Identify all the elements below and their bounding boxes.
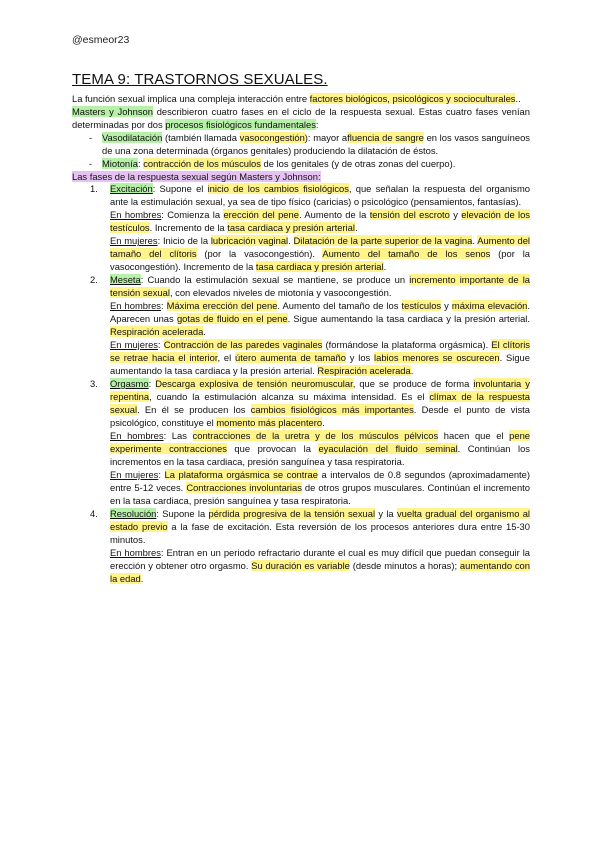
text: . bbox=[203, 326, 206, 338]
text: y la bbox=[375, 507, 397, 519]
phase-orgasmo bbox=[72, 378, 530, 508]
text: : bbox=[158, 468, 165, 480]
highlight: contracciones de la uretra y de los músculos pélvicos bbox=[192, 429, 439, 441]
text: y bbox=[441, 300, 452, 312]
highlight-green: Vasodilatación bbox=[102, 131, 163, 143]
highlight: Contracciones involuntarias bbox=[186, 481, 302, 493]
list-number: 1. bbox=[90, 183, 98, 195]
author-handle: @esmeor23 bbox=[72, 34, 130, 46]
text: , que se produce de forma bbox=[352, 378, 474, 389]
text: : bbox=[148, 378, 156, 389]
document-body bbox=[72, 70, 530, 586]
highlight: útero aumenta de tamaño bbox=[234, 352, 346, 364]
highlight: lubricación vaginal bbox=[210, 235, 289, 247]
phase-name: Orgasmo bbox=[110, 378, 149, 389]
text: . Aumento de la bbox=[298, 209, 370, 221]
highlight: labios menores se oscurecen bbox=[374, 352, 500, 364]
highlight: erección del pene bbox=[223, 209, 299, 221]
phases-heading bbox=[72, 171, 530, 184]
text: a intervalos de 0.8 segundos (aproximadamente) entre 5-12 veces. bbox=[110, 468, 531, 493]
text: . Aumento del tamaño de los bbox=[277, 300, 402, 312]
text: de los genitales (y de otras zonas del cuerpo). bbox=[260, 157, 456, 169]
phase-description bbox=[110, 378, 530, 430]
women-label: En mujeres bbox=[110, 468, 159, 480]
text: . bbox=[322, 416, 325, 428]
text: y los bbox=[345, 352, 375, 364]
women-paragraph bbox=[110, 235, 530, 274]
highlight: gotas de fluido en el pene bbox=[176, 313, 288, 325]
text: , con elevados niveles de miotonía y vasocongestión. bbox=[169, 287, 392, 299]
highlight: involuntaria y repentina bbox=[110, 378, 530, 402]
text: . bbox=[472, 235, 478, 247]
highlight: incremento importante de la tensión sexual bbox=[110, 274, 530, 299]
phases-list bbox=[72, 183, 530, 585]
text: .. bbox=[515, 92, 521, 104]
process-list bbox=[72, 132, 530, 171]
text: . bbox=[140, 572, 144, 584]
phase-description bbox=[110, 183, 530, 209]
text: . bbox=[410, 365, 414, 377]
text: . Sigue aumentando la tasa cardiaca y la presión arterial. bbox=[287, 313, 530, 325]
highlight: eyaculación del fluido seminal bbox=[318, 442, 458, 454]
women-label: En mujeres bbox=[110, 235, 158, 247]
phase-name: Meseta bbox=[110, 274, 141, 286]
text: : Inicio de la bbox=[157, 235, 211, 247]
list-number: 2. bbox=[90, 274, 98, 286]
women-paragraph bbox=[110, 339, 530, 378]
bullet-dash: - bbox=[89, 131, 93, 143]
page-title: TEMA 9: TRASTORNOS SEXUALES. bbox=[72, 71, 328, 88]
text: : Supone la bbox=[156, 507, 209, 519]
highlight: aumentando con la edad bbox=[110, 559, 530, 584]
men-label: En hombres bbox=[110, 546, 161, 558]
men-paragraph bbox=[110, 430, 530, 469]
highlight-green: Miotonía bbox=[102, 157, 138, 169]
men-label: En hombres bbox=[110, 209, 162, 221]
highlight: clímax de la respuesta sexual bbox=[110, 390, 531, 415]
phase-description bbox=[110, 274, 530, 300]
text: y bbox=[449, 209, 462, 221]
highlight: contracción de los músculos bbox=[143, 157, 261, 169]
phase-meseta bbox=[72, 274, 530, 378]
text: . Sigue aumentando la tasa cardiaca y la presión arterial. bbox=[110, 352, 530, 377]
text: , que señalan la respuesta del organismo ante la estimulación sexual, ya sea de tipo físico (caricias) o psicológico (pensamientos, fantasías). bbox=[110, 183, 530, 208]
women-paragraph bbox=[110, 469, 530, 508]
text: : bbox=[157, 339, 164, 351]
phase-name: Excitación bbox=[110, 183, 153, 195]
highlight: Dilatación de la parte superior de la vagina bbox=[293, 235, 473, 247]
highlight: pene experimente contracciones bbox=[110, 429, 531, 454]
text: , el bbox=[217, 352, 235, 364]
highlight: La plataforma orgásmica se contrae bbox=[164, 468, 318, 480]
text: : bbox=[315, 118, 319, 130]
highlight-green: Masters y Johnson bbox=[72, 105, 153, 117]
text: (por la vasocongestión). Incremento de la bbox=[110, 248, 531, 273]
text: , cuando la estimulación alcanza su máxima intensidad. Es el bbox=[149, 390, 430, 402]
highlight: vuelta gradual del organismo al estado previo bbox=[110, 507, 530, 532]
highlight: Contracción de las paredes vaginales bbox=[163, 339, 323, 351]
women-label: En mujeres bbox=[110, 339, 158, 351]
text: : bbox=[137, 157, 144, 169]
highlight: Respiración acelerada bbox=[317, 365, 411, 377]
highlight: vasocongestión bbox=[239, 131, 305, 143]
highlight: Aumento del tamaño de los senos bbox=[322, 248, 491, 260]
text: (también llamada bbox=[162, 131, 240, 143]
highlight: pérdida progresiva de la tensión sexual bbox=[208, 507, 376, 519]
list-item bbox=[72, 132, 530, 158]
text: : Las bbox=[163, 429, 193, 441]
text: . En él se producen los bbox=[137, 403, 251, 415]
text: . Incremento de la bbox=[149, 222, 228, 234]
highlight-purple: Las fases de la respuesta sexual según Masters y Johnson: bbox=[72, 170, 321, 182]
highlight: El clítoris se retrae hacia el interior bbox=[110, 339, 530, 364]
highlight: Respiración acelerada bbox=[110, 326, 204, 338]
bullet-dash: - bbox=[89, 157, 93, 169]
text: : bbox=[161, 300, 167, 312]
text: . Continúan los incrementos en la tasa cardiaca, presión sanguínea y tasa respiratoria. bbox=[110, 442, 530, 467]
text: : Supone el bbox=[152, 183, 208, 195]
text: . bbox=[383, 261, 387, 273]
men-paragraph bbox=[110, 547, 530, 586]
list-number: 3. bbox=[90, 378, 98, 389]
men-paragraph bbox=[110, 300, 530, 339]
text: a la fase de excitación. Esta reversión de los procesos anteriores dura entre 15-30 minutos. bbox=[110, 520, 530, 545]
phase-resolucion bbox=[72, 508, 530, 586]
text: La función sexual implica una compleja interacción entre bbox=[72, 92, 310, 104]
men-label: En hombres bbox=[110, 429, 164, 441]
text: . bbox=[288, 235, 294, 247]
text: ): mayor a bbox=[304, 131, 348, 143]
highlight: inicio de los cambios fisiológicos bbox=[207, 183, 349, 195]
text: . Aparecen unas bbox=[110, 300, 530, 325]
phase-description bbox=[110, 508, 530, 547]
men-label: En hombres bbox=[110, 300, 161, 312]
text: que provocan la bbox=[226, 442, 319, 454]
highlight: elevación de los testículos bbox=[110, 209, 530, 234]
text: describieron cuatro fases en el ciclo de la respuesta sexual. Estas cuatro fases venían determinadas por dos bbox=[72, 105, 530, 130]
intro-paragraph bbox=[72, 93, 530, 106]
highlight: tasa cardiaca y presión arterial bbox=[227, 222, 355, 234]
highlight: Su duración es variable bbox=[251, 559, 350, 571]
highlight: Aumento del tamaño del clítoris bbox=[110, 235, 530, 260]
highlight-green: procesos fisiológicos fundamentales bbox=[165, 118, 316, 130]
phase-name: Resolución bbox=[110, 507, 157, 519]
text: : Cuando la estimulación sexual se mantiene, se produce un bbox=[140, 274, 410, 286]
text: . bbox=[354, 222, 358, 234]
phase-excitacion bbox=[72, 183, 530, 274]
highlight: Máxima erección del pene bbox=[166, 300, 278, 312]
highlight: fluencia de sangre bbox=[347, 131, 424, 143]
masters-paragraph bbox=[72, 106, 530, 132]
highlight: factores biológicos, psicológicos y socioculturales bbox=[309, 92, 516, 104]
highlight: máxima elevación bbox=[451, 300, 528, 312]
list-item bbox=[72, 158, 530, 171]
text: : Comienza la bbox=[161, 209, 224, 221]
text: hacen que el bbox=[438, 429, 510, 441]
men-paragraph bbox=[110, 209, 530, 235]
text: : Entran en un periodo refractario durante el cual es muy difícil que puedan conseguir la erección y obtener otro orgasmo. bbox=[110, 546, 531, 571]
highlight: testículos bbox=[401, 300, 442, 312]
highlight: cambios fisiológicos más importantes bbox=[250, 403, 414, 415]
highlight: Descarga explosiva de tensión neuromuscular bbox=[155, 378, 353, 389]
text: en los vasos sanguíneos de una zona determinada (órganos genitales) produciendo la dilatación de éstos. bbox=[102, 131, 530, 156]
highlight: tensión del escroto bbox=[369, 209, 450, 221]
text: de otros grupos musculares. Continúan el incremento en la tasa cardiaca, presión sanguínea y tasa respiratoria. bbox=[110, 481, 530, 506]
highlight: tasa cardiaca y presión arterial bbox=[255, 261, 384, 273]
list-number: 4. bbox=[90, 507, 98, 519]
text: (por la vasocongestión). bbox=[196, 248, 323, 260]
text: (formándose la plataforma orgásmica). bbox=[322, 339, 492, 351]
text: . Desde el punto de vista psicológico, constituye el bbox=[110, 403, 530, 428]
text: (desde minutos a horas); bbox=[349, 559, 460, 571]
highlight: momento más placentero bbox=[216, 416, 323, 428]
